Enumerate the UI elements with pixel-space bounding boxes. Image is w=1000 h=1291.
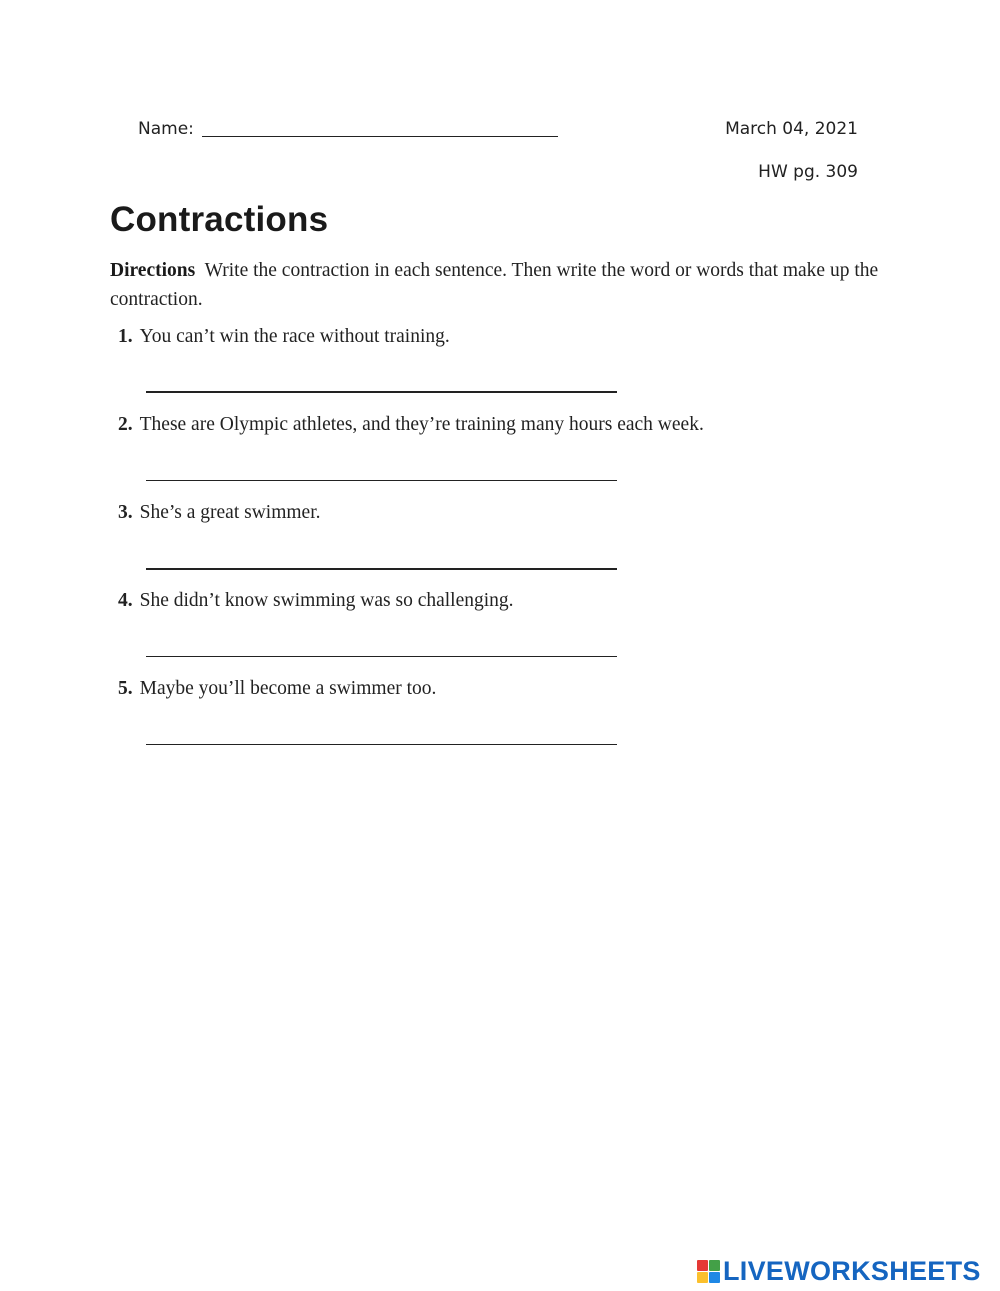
answer-line-2[interactable]	[146, 480, 617, 481]
logo-block	[697, 1260, 708, 1271]
question-number: 5.	[118, 678, 133, 699]
logo-blocks-icon	[697, 1260, 720, 1283]
question-number: 2.	[118, 414, 133, 435]
answer-line-5[interactable]	[146, 744, 617, 745]
liveworksheets-logo	[697, 1256, 981, 1287]
answer-line-1[interactable]	[146, 391, 617, 393]
logo-block	[709, 1272, 720, 1283]
question-2	[118, 414, 704, 436]
question-5	[118, 678, 436, 700]
page-title: Contractions	[110, 200, 329, 239]
question-number: 3.	[118, 502, 133, 523]
logo-text: LIVEWORKSHEETS	[723, 1256, 981, 1286]
question-sentence: You can’t win the race without training.	[139, 326, 450, 347]
directions-label: Directions	[110, 260, 196, 281]
question-sentence: She’s a great swimmer.	[139, 502, 321, 523]
logo-block	[697, 1272, 708, 1283]
question-sentence: Maybe you’ll become a swimmer too.	[139, 678, 437, 699]
question-1	[118, 326, 450, 348]
question-4	[118, 590, 514, 612]
answer-line-4[interactable]	[146, 656, 617, 657]
homework-page-text: HW pg. 309	[758, 162, 858, 182]
answer-line-3[interactable]	[146, 568, 617, 570]
question-number: 4.	[118, 590, 133, 611]
question-3	[118, 502, 321, 524]
question-sentence: She didn’t know swimming was so challenging.	[139, 590, 514, 611]
directions	[110, 256, 910, 314]
name-label: Name:	[138, 119, 194, 139]
name-answer-line[interactable]	[202, 136, 558, 137]
logo-block	[709, 1260, 720, 1271]
directions-text: Write the contraction in each sentence. Then write the word or words that make up the contraction.	[110, 260, 879, 310]
question-number: 1.	[118, 326, 133, 347]
question-sentence: These are Olympic athletes, and they’re training many hours each week.	[139, 414, 704, 435]
date-text: March 04, 2021	[725, 119, 858, 139]
